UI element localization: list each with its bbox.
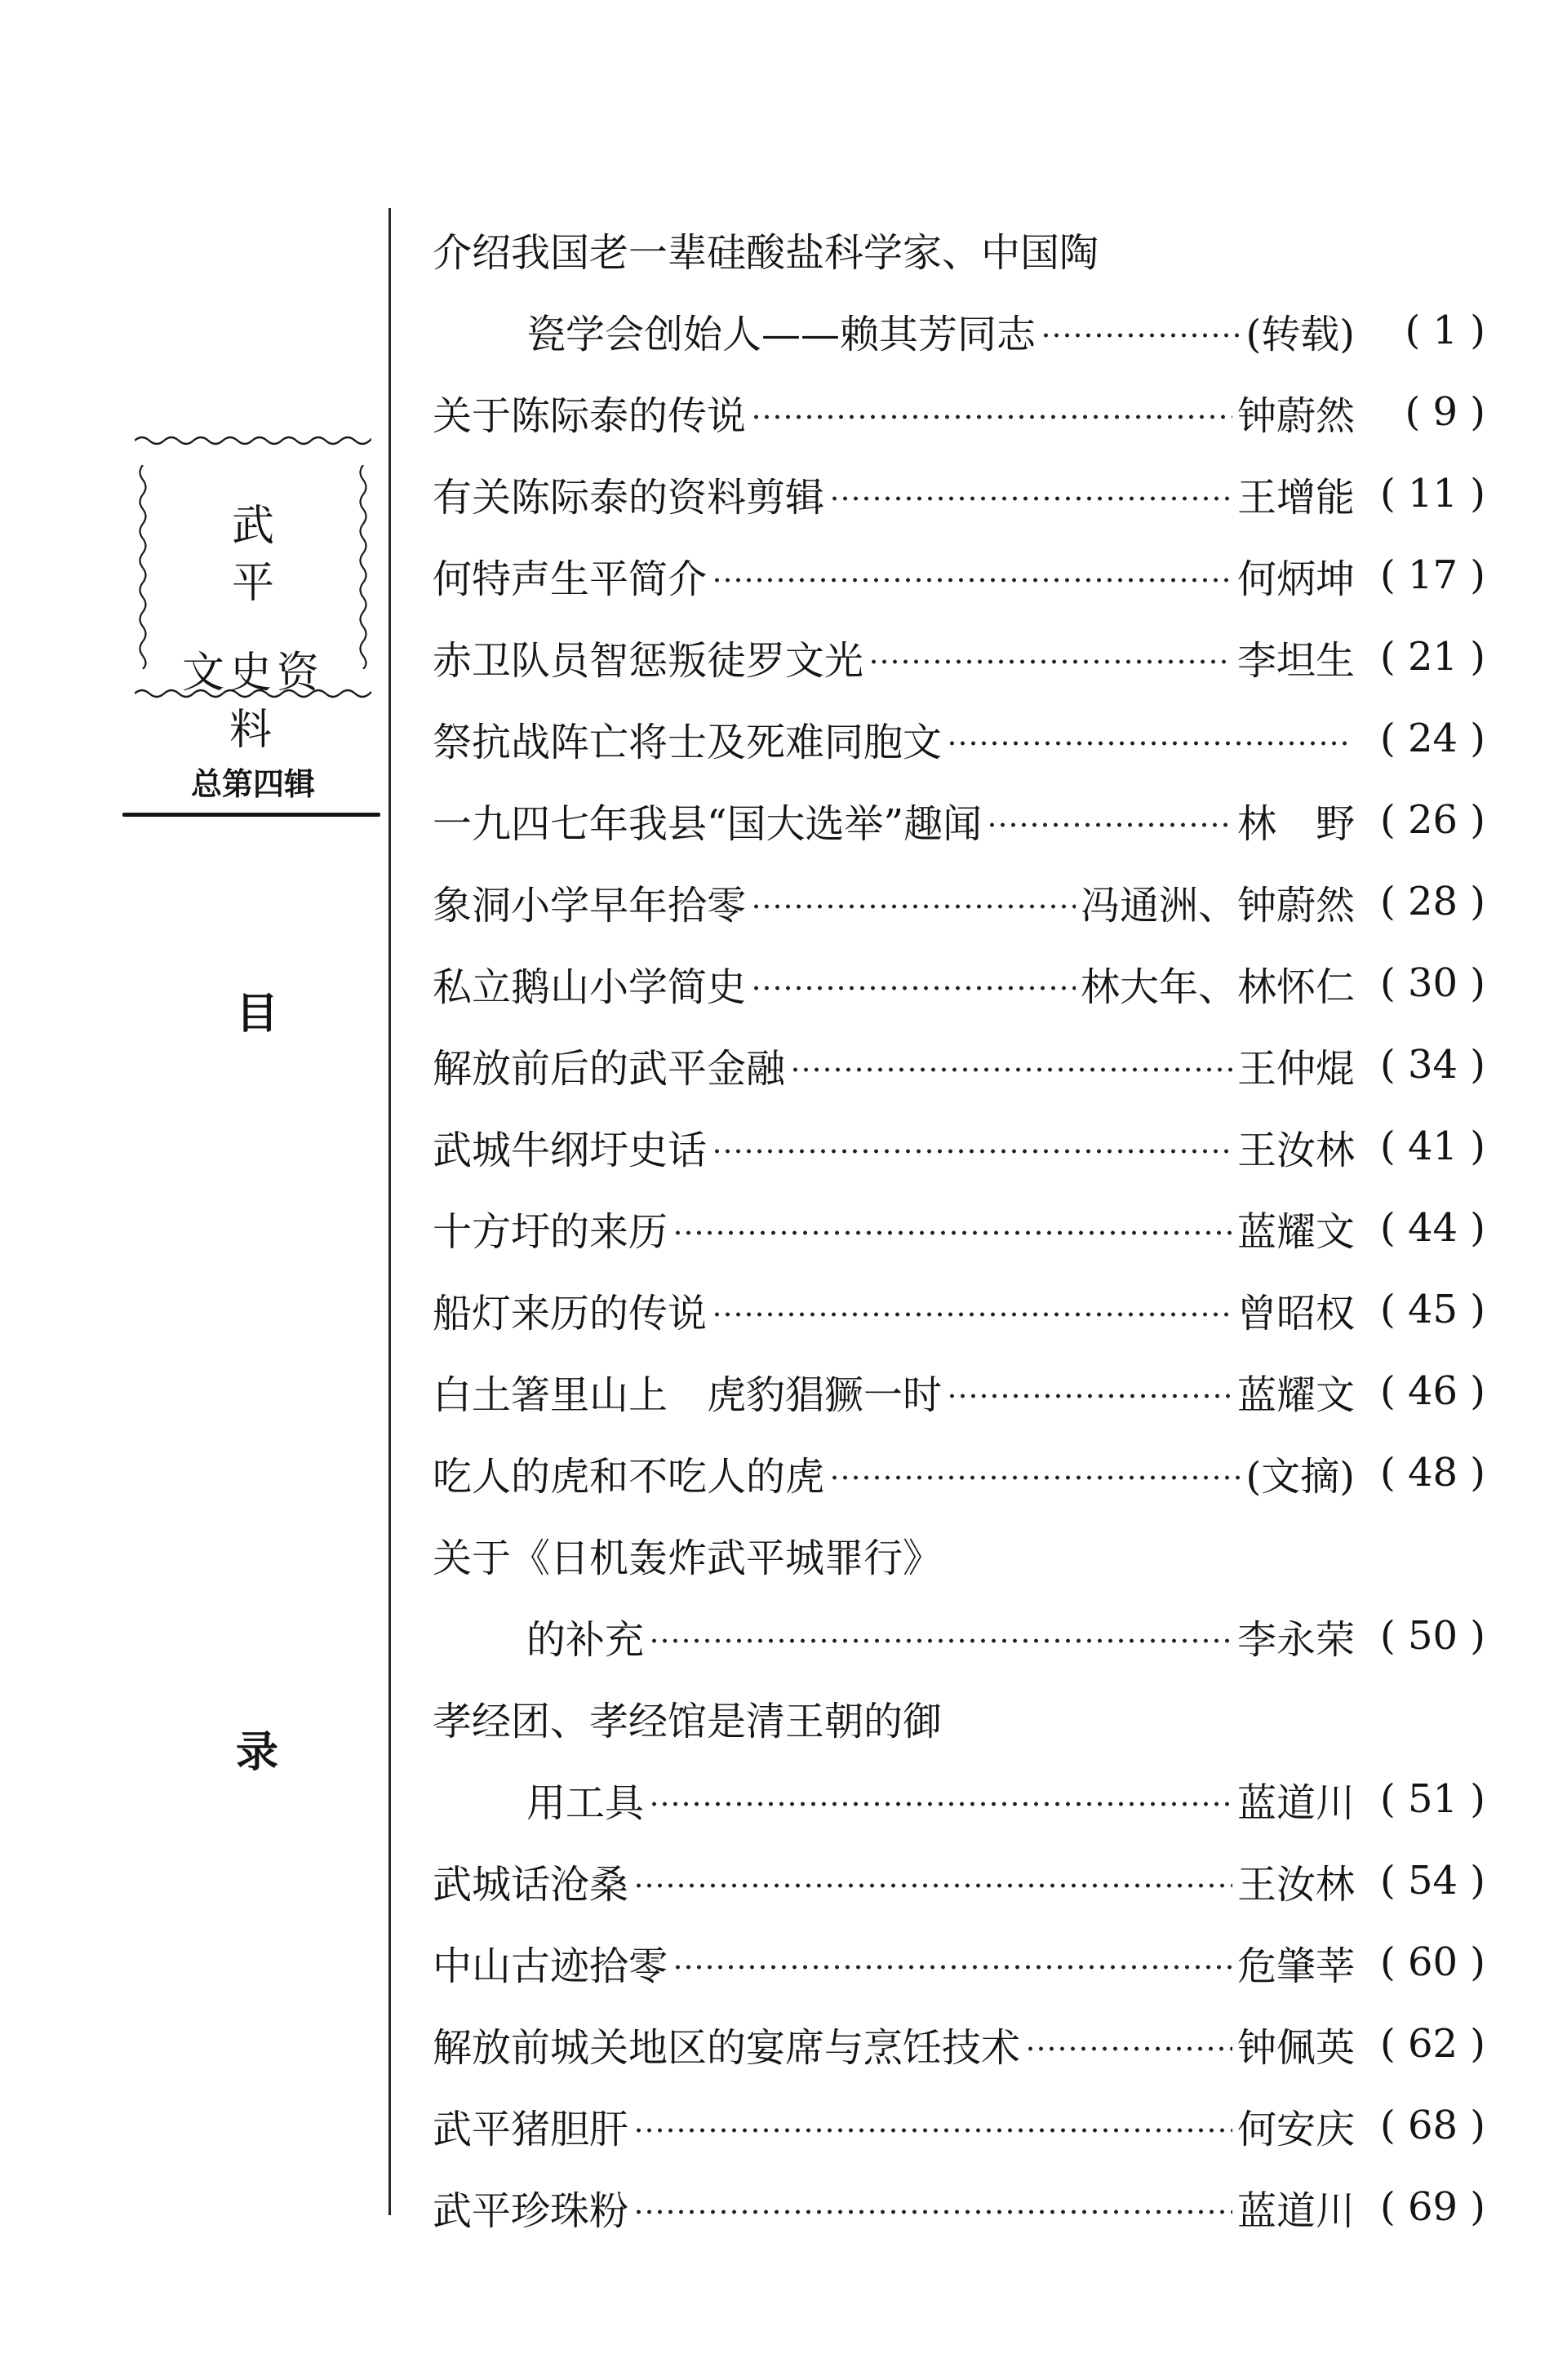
toc-entry-page: ( 69 ) (1379, 2184, 1485, 2230)
toc-entry-title: 船灯来历的传说 (433, 1290, 708, 1336)
toc-entry-page: ( 45 ) (1379, 1287, 1485, 1332)
toc-entry-title: 解放前城关地区的宴席与烹饪技术 (433, 2024, 1021, 2071)
toc-entry-author: 李永荣 (1236, 1616, 1355, 1663)
table-of-contents (433, 208, 1485, 2248)
toc-entry-page: ( 60 ) (1379, 1939, 1485, 1985)
toc-entry (433, 534, 1485, 616)
toc-entry-title: 关于陈际泰的传说 (433, 392, 747, 439)
toc-entry-row (433, 1514, 1485, 1595)
toc-entry-row (433, 616, 1485, 698)
toc-entry-page: ( 48 ) (1379, 1450, 1485, 1496)
dot-leader (751, 904, 1076, 909)
toc-entry-title: 祭抗战阵亡将士及死难同胞文 (433, 719, 943, 765)
toc-entry-author: 林大年、林怀仁 (1080, 964, 1355, 1010)
toc-entry-page: ( 28 ) (1379, 879, 1485, 924)
toc-entry (433, 1432, 1485, 1514)
toc-entry (433, 1187, 1485, 1269)
toc-entry-page: ( 62 ) (1379, 2021, 1485, 2067)
toc-entry-row (433, 2166, 1485, 2248)
toc-entry-page: ( 54 ) (1379, 1858, 1485, 1904)
dot-leader (987, 822, 1232, 827)
dot-leader (947, 741, 1350, 746)
toc-entry-author: 钟佩英 (1236, 2024, 1355, 2071)
toc-entry-author: 曾昭权 (1236, 1290, 1355, 1336)
toc-entry-row (433, 371, 1485, 453)
toc-entry-row (433, 861, 1485, 942)
toc-entry (433, 1514, 1485, 1595)
toc-entry-title: 武平珍珠粉 (433, 2187, 629, 2234)
toc-entry-author: 王仲焜 (1236, 1045, 1355, 1092)
toc-entry-title: 一九四七年我县“国大选举”趣闻 (433, 800, 983, 847)
toc-entry (433, 1269, 1485, 1350)
toc-entry-row (433, 534, 1485, 616)
toc-entry-page: ( 1 ) (1405, 308, 1485, 353)
toc-label-top: 目 (235, 990, 278, 1039)
toc-entry (433, 1106, 1485, 1187)
toc-entry-title: 中山古迹拾零 (433, 1943, 668, 1989)
column-divider (388, 208, 391, 2215)
toc-entry-row (433, 1840, 1485, 1921)
toc-entry-row (433, 2085, 1485, 2166)
toc-entry-author: 冯通洲、钟蔚然 (1080, 882, 1355, 929)
toc-entry-author: 何安庆 (1236, 2106, 1355, 2152)
toc-entry-author: (转载) (1245, 311, 1355, 357)
dot-leader (829, 1475, 1241, 1480)
toc-entry-author: 何炳坤 (1236, 556, 1355, 602)
toc-entry (433, 208, 1485, 290)
dot-leader (790, 1067, 1232, 1072)
toc-entry-row (433, 1350, 1485, 1432)
toc-entry-title: 有关陈际泰的资料剪辑 (433, 474, 825, 521)
dot-leader (633, 2209, 1232, 2214)
toc-entry-page: ( 17 ) (1379, 552, 1485, 598)
toc-entry-row (433, 1106, 1485, 1187)
toc-entry-page: ( 24 ) (1379, 716, 1485, 761)
toc-entry-page: ( 46 ) (1379, 1368, 1485, 1414)
dot-leader (1041, 333, 1241, 338)
toc-entry (433, 1024, 1485, 1106)
toc-entry-author: 林 野 (1236, 800, 1355, 847)
toc-entry-author: (文摘) (1245, 1453, 1355, 1500)
toc-entry (433, 2003, 1485, 2085)
toc-entry (433, 1758, 1485, 1840)
toc-entry-title: 武平猪胆肝 (433, 2106, 629, 2152)
dot-leader (649, 1802, 1232, 1806)
dot-leader (751, 986, 1076, 991)
toc-entry-row (526, 1758, 1485, 1840)
dot-leader (868, 659, 1232, 664)
toc-entry-page: ( 51 ) (1379, 1776, 1485, 1822)
dot-leader (673, 1965, 1232, 1970)
dot-leader (829, 496, 1232, 501)
toc-entry-row (433, 1269, 1485, 1350)
toc-entry-row (433, 1677, 1485, 1758)
toc-entry-title: 十方圩的来历 (433, 1208, 668, 1255)
toc-entry-row (433, 1024, 1485, 1106)
issue-underline (122, 813, 380, 817)
toc-entry-title: 何特声生平简介 (433, 556, 708, 602)
toc-entry-page: ( 9 ) (1405, 389, 1485, 435)
toc-entry (433, 453, 1485, 534)
toc-entry-row (433, 1432, 1485, 1514)
dot-leader (633, 2128, 1232, 2133)
toc-entry-title: 象洞小学早年拾零 (433, 882, 747, 929)
toc-entry-row (526, 1595, 1485, 1677)
toc-entry-title: 孝经团、孝经馆是清王朝的御 (433, 1698, 943, 1744)
toc-entry-author: 危肇莘 (1236, 1943, 1355, 1989)
wavy-border-top (135, 432, 371, 449)
toc-entry (433, 779, 1485, 861)
dot-leader (751, 414, 1232, 419)
dot-leader (633, 1883, 1232, 1888)
toc-entry-page: ( 11 ) (1379, 471, 1485, 516)
toc-entry (433, 1350, 1485, 1432)
toc-entry (433, 616, 1485, 698)
wavy-border-bottom (135, 685, 371, 702)
toc-entry-title: 武城话沧桑 (433, 1861, 629, 1908)
toc-entry-author: 蓝道川 (1236, 1779, 1355, 1826)
toc-entry-title: 瓷学会创始人——赖其芳同志 (526, 311, 1037, 357)
issue-number: 总第四辑 (190, 766, 315, 802)
toc-entry-page: ( 41 ) (1379, 1124, 1485, 1169)
toc-entry (433, 1677, 1485, 1758)
toc-entry-page: ( 44 ) (1379, 1205, 1485, 1251)
toc-entry (433, 698, 1485, 779)
toc-entry (433, 942, 1485, 1024)
toc-entry (433, 2166, 1485, 2248)
dot-leader (712, 1149, 1232, 1154)
toc-entry-row (433, 1921, 1485, 2003)
dot-leader (712, 1312, 1232, 1317)
series-name (167, 498, 339, 759)
toc-entry-row (433, 1187, 1485, 1269)
toc-entry (433, 1921, 1485, 2003)
left-column (0, 0, 384, 2380)
toc-entry-title: 白土箸里山上 虎豹猖獗一时 (433, 1372, 943, 1418)
toc-entry-title: 武城牛纲圩史话 (433, 1127, 708, 1173)
toc-entry (433, 1840, 1485, 1921)
dot-leader (673, 1230, 1232, 1235)
toc-entry-author: 蓝耀文 (1236, 1372, 1355, 1418)
wavy-border-right (355, 465, 371, 669)
toc-entry-row (526, 290, 1485, 371)
toc-entry (433, 2085, 1485, 2166)
series-name-line2: 文史资料 (181, 649, 324, 755)
toc-entry-row (433, 779, 1485, 861)
toc-entry-author: 钟蔚然 (1236, 392, 1355, 439)
dot-leader (649, 1638, 1232, 1643)
toc-entry-author: 李坦生 (1236, 637, 1355, 684)
toc-entry (433, 861, 1485, 942)
toc-entry-title: 的补充 (526, 1616, 645, 1663)
toc-entry-page: ( 50 ) (1379, 1613, 1485, 1659)
toc-entry (433, 290, 1485, 371)
toc-entry-row (433, 698, 1485, 779)
toc-entry-title: 吃人的虎和不吃人的虎 (433, 1453, 825, 1500)
dot-leader (947, 1394, 1232, 1398)
series-name-line1: 武 平 (231, 502, 325, 608)
toc-entry-page: ( 21 ) (1379, 634, 1485, 680)
toc-entry-title: 私立鹅山小学简史 (433, 964, 747, 1010)
toc-entry-title: 介绍我国老一辈硅酸盐科学家、中国陶 (433, 229, 1099, 276)
toc-entry-author: 王汝林 (1236, 1127, 1355, 1173)
toc-entry-author: 王增能 (1236, 474, 1355, 521)
toc-entry (433, 371, 1485, 453)
toc-entry-author: 蓝道川 (1236, 2187, 1355, 2234)
toc-entry-title: 解放前后的武平金融 (433, 1045, 786, 1092)
dot-leader (712, 578, 1232, 583)
toc-entry-row (433, 942, 1485, 1024)
toc-entry-row (433, 453, 1485, 534)
toc-entry-row (433, 208, 1485, 290)
toc-entry (433, 1595, 1485, 1677)
toc-entry-page: ( 34 ) (1379, 1042, 1485, 1088)
toc-entry-row (433, 2003, 1485, 2085)
toc-entry-title: 用工具 (526, 1779, 645, 1826)
toc-entry-page: ( 30 ) (1379, 960, 1485, 1006)
wavy-border-left (135, 465, 151, 669)
toc-entry-title: 关于《日机轰炸武平城罪行》 (433, 1535, 943, 1581)
dot-leader (1025, 2046, 1232, 2051)
toc-entry-page: ( 26 ) (1379, 797, 1485, 843)
toc-entry-page: ( 68 ) (1379, 2103, 1485, 2148)
toc-entry-title: 赤卫队员智惩叛徒罗文光 (433, 637, 864, 684)
toc-entry-author: 王汝林 (1236, 1861, 1355, 1908)
series-title-box (135, 432, 371, 755)
toc-entry-author: 蓝耀文 (1236, 1208, 1355, 1255)
toc-label-bottom: 录 (235, 1728, 278, 1777)
